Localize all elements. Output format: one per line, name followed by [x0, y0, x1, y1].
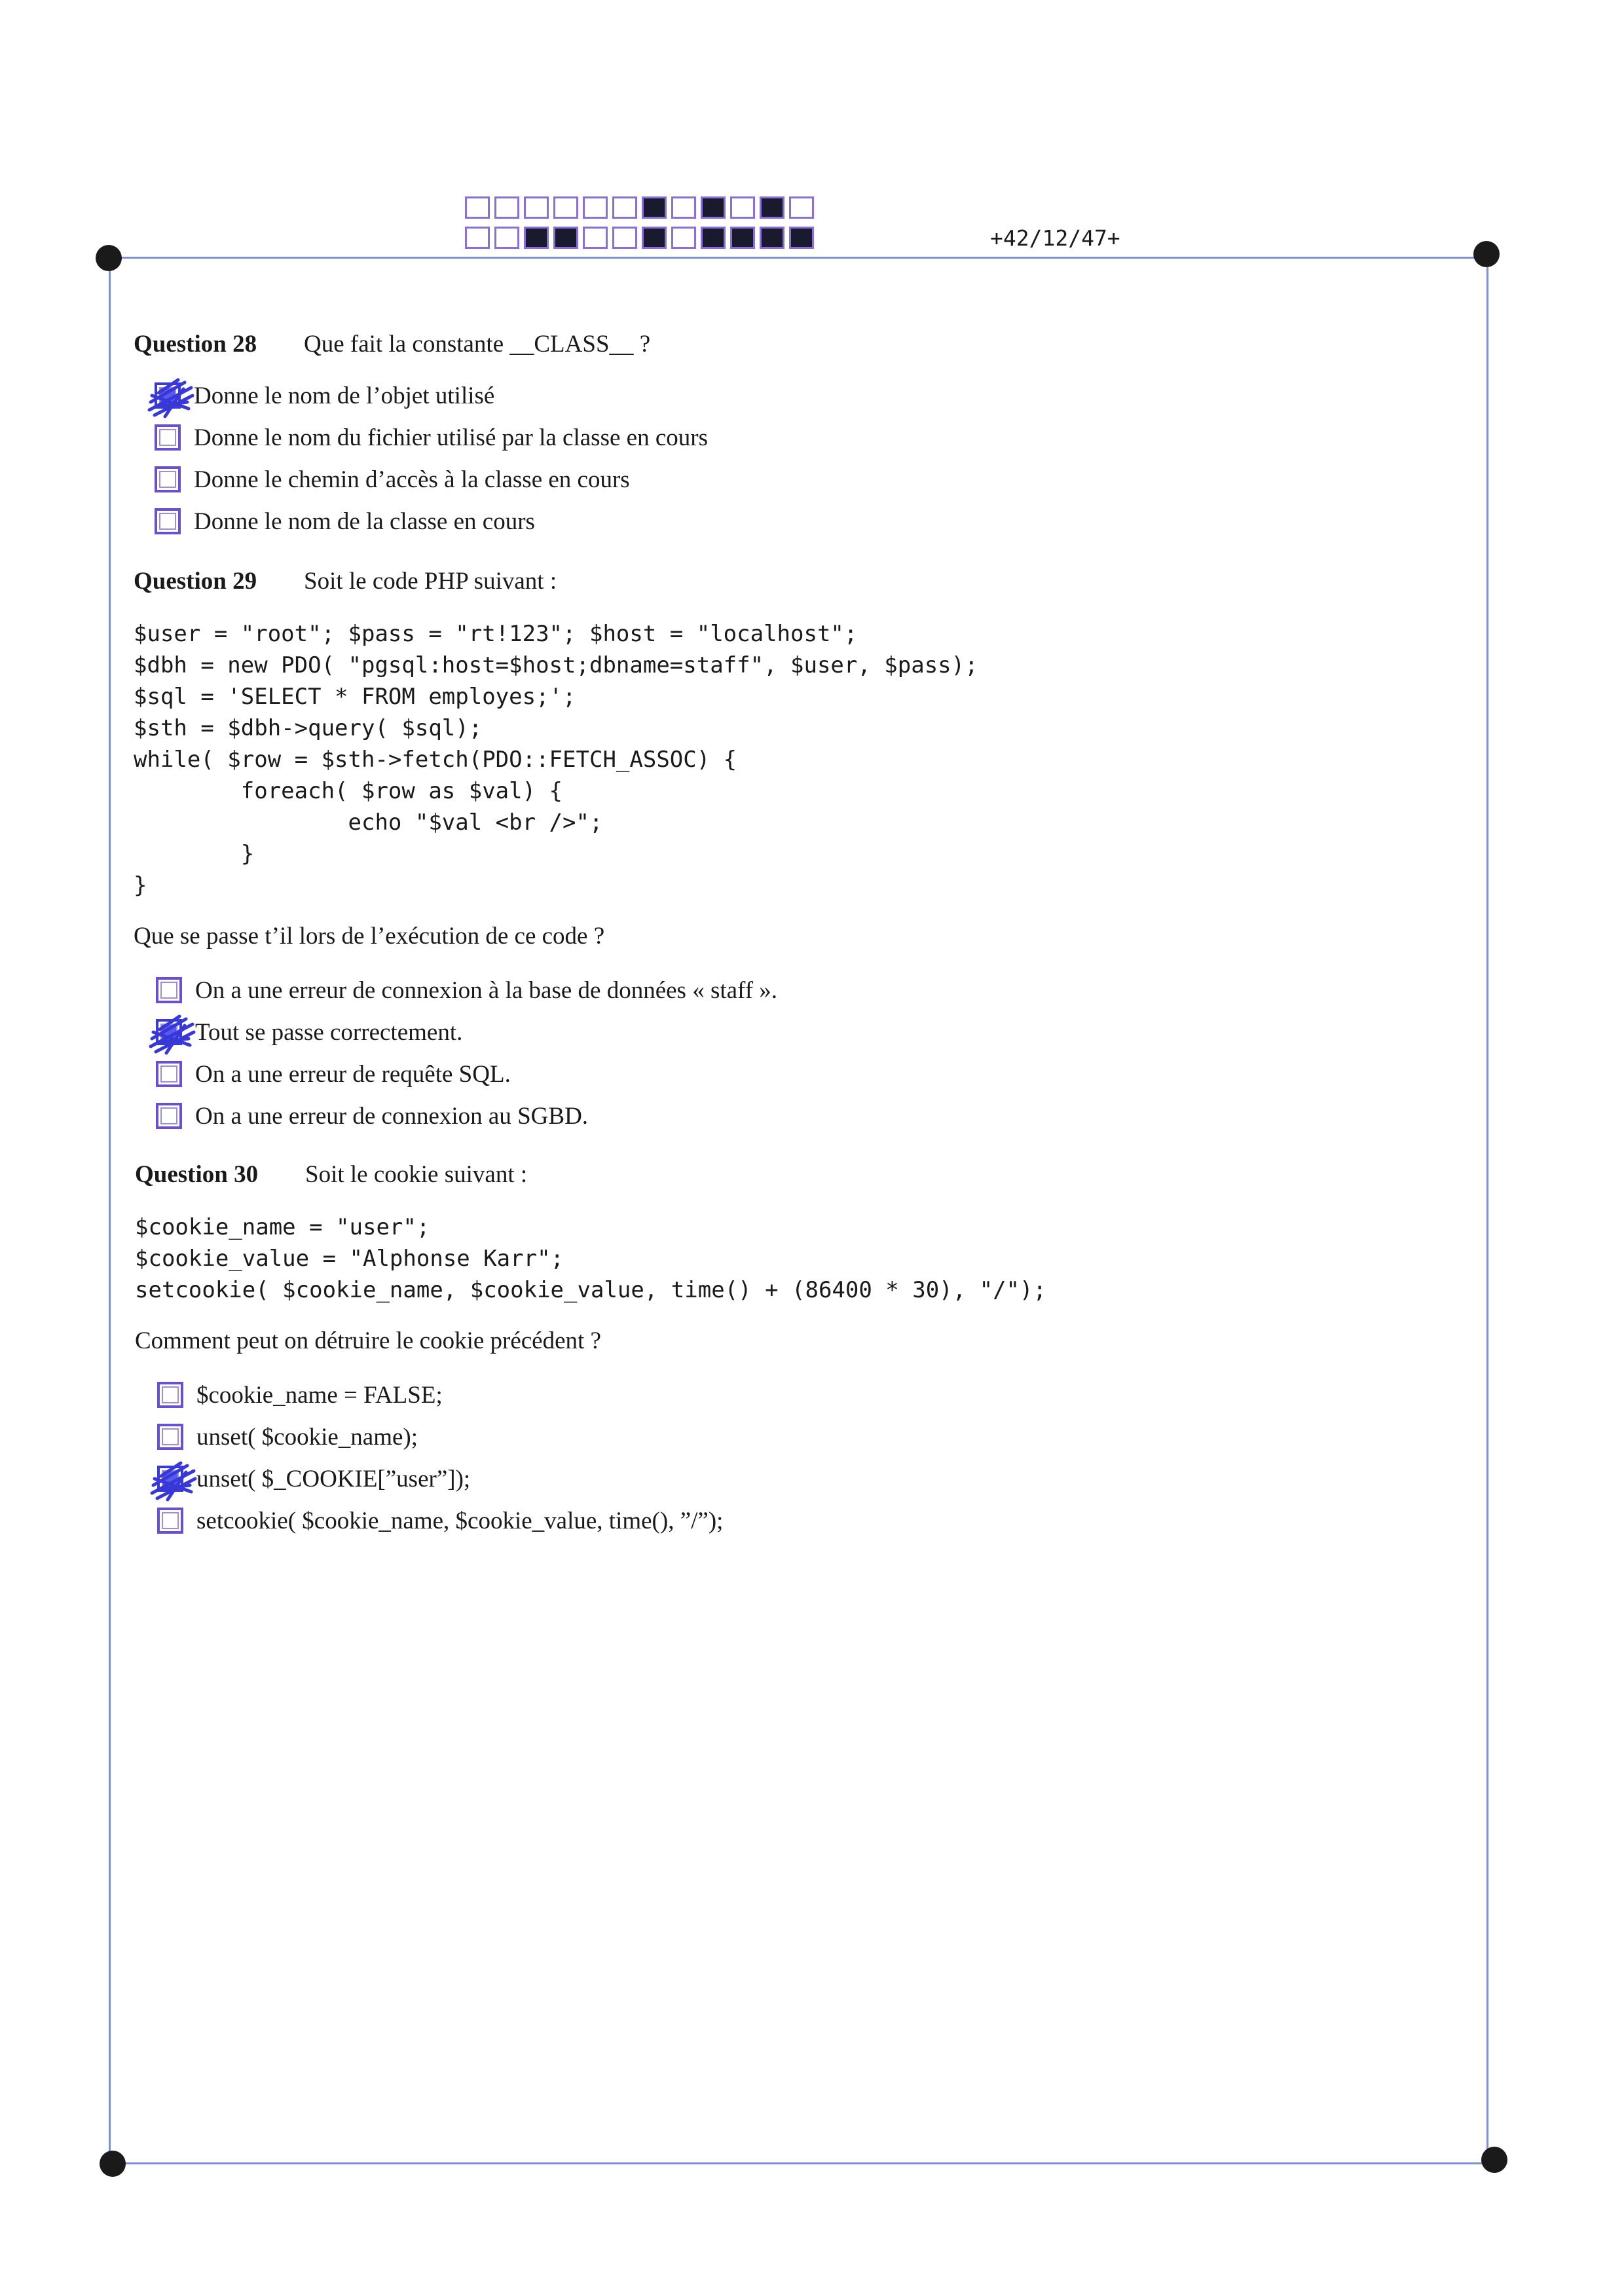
code-cell-filled — [524, 227, 549, 249]
code-cell-filled — [789, 227, 814, 249]
checkbox-checked[interactable] — [157, 1466, 183, 1492]
checkbox[interactable] — [156, 1103, 182, 1129]
code-cell-filled — [701, 227, 726, 249]
code-cell-empty — [494, 227, 519, 249]
code-cell-empty — [730, 196, 755, 219]
q28-answer-2[interactable]: Donne le nom du fichier utilisé par la classe en cours — [155, 420, 708, 454]
question-29-prompt: Que se passe t’il lors de l’exécution de ce code ? — [134, 923, 605, 950]
checkbox-checked[interactable] — [156, 1019, 182, 1045]
corner-marker-bottom-right — [1481, 2147, 1507, 2173]
code-cell-empty — [465, 227, 490, 249]
corner-marker-top-right — [1473, 241, 1500, 267]
q29-answer-2[interactable]: Tout se passe correctement. — [156, 1015, 462, 1049]
q29-answer-4[interactable]: On a une erreur de connexion au SGBD. — [156, 1099, 588, 1133]
q29-answer-1[interactable]: On a une erreur de connexion à la base de données « staff ». — [156, 973, 777, 1007]
code-cell-empty — [612, 196, 637, 219]
q30-answer-2[interactable]: unset( $cookie_name); — [157, 1420, 418, 1454]
code-cell-empty — [583, 196, 608, 219]
frame-right — [1486, 257, 1488, 2164]
q29-answer-3[interactable]: On a une erreur de requête SQL. — [156, 1057, 511, 1091]
q30-answer-3[interactable]: unset( $_COOKIE[”user”]); — [157, 1462, 470, 1496]
code-cell-empty — [671, 227, 696, 249]
question-30-text: Soit le cookie suivant : — [305, 1161, 528, 1188]
checkbox-checked[interactable] — [155, 382, 181, 409]
corner-marker-top-left — [96, 245, 122, 271]
question-30-label: Question 30 — [135, 1161, 259, 1188]
code-cell-empty — [524, 196, 549, 219]
code-cell-filled — [553, 227, 578, 249]
code-cell-filled — [701, 196, 726, 219]
checkbox[interactable] — [157, 1424, 183, 1450]
question-29-code: $user = "root"; $pass = "rt!123"; $host = "localhost"; $dbh = new PDO( "pgsql:host=$host;dbname=staff", $user, $pass); $sql = 'SELECT * FROM employes;'; $sth = $dbh->query( $sql); while( $row = $sth->fetch(PDO::FETCH_ASSOC) { foreach( $row as $val) { echo "$val <br />"; } } — [134, 621, 978, 898]
frame-bottom — [113, 2162, 1496, 2164]
q28-answer-3[interactable]: Donne le chemin d’accès à la classe en cours — [155, 462, 630, 496]
page-code-row-2 — [465, 227, 814, 249]
checkbox[interactable] — [156, 977, 182, 1003]
checkbox[interactable] — [155, 466, 181, 492]
checkbox[interactable] — [155, 508, 181, 534]
code-cell-filled — [642, 227, 667, 249]
frame-left — [109, 257, 111, 2164]
code-cell-filled — [730, 227, 755, 249]
code-cell-filled — [760, 196, 784, 219]
page-code-row-1 — [465, 196, 814, 219]
frame-top — [109, 257, 1488, 259]
code-cell-filled — [760, 227, 784, 249]
checkbox[interactable] — [155, 424, 181, 451]
checkbox[interactable] — [156, 1061, 182, 1087]
code-cell-empty — [465, 196, 490, 219]
q30-answer-1[interactable]: $cookie_name = FALSE; — [157, 1378, 443, 1412]
page-id: +42/12/47+ — [990, 225, 1120, 251]
code-cell-empty — [553, 196, 578, 219]
question-28-text: Que fait la constante __CLASS__ ? — [304, 331, 651, 358]
question-29-text: Soit le code PHP suivant : — [304, 568, 557, 595]
code-cell-empty — [671, 196, 696, 219]
code-cell-empty — [494, 196, 519, 219]
code-cell-empty — [789, 196, 814, 219]
pen-scribble-icon — [147, 1012, 196, 1056]
code-cell-filled — [642, 196, 667, 219]
question-28-label: Question 28 — [134, 331, 257, 358]
checkbox[interactable] — [157, 1382, 183, 1408]
pen-scribble-icon — [148, 1459, 198, 1502]
question-30-code: $cookie_name = "user"; $cookie_value = "Alphonse Karr"; setcookie( $cookie_name, $cookie_value, time() + (86400 * 30), "/"); — [135, 1214, 1046, 1303]
q28-answer-1[interactable]: Donne le nom de l’objet utilisé — [155, 379, 494, 413]
code-cell-empty — [583, 227, 608, 249]
question-29-label: Question 29 — [134, 568, 257, 595]
corner-marker-bottom-left — [100, 2151, 126, 2177]
question-30-prompt: Comment peut on détruire le cookie précédent ? — [135, 1327, 601, 1354]
q28-answer-4[interactable]: Donne le nom de la classe en cours — [155, 504, 535, 538]
checkbox[interactable] — [157, 1508, 183, 1534]
q30-answer-4[interactable]: setcookie( $cookie_name, $cookie_value, time(), ”/”); — [157, 1504, 723, 1538]
code-cell-empty — [612, 227, 637, 249]
pen-scribble-icon — [145, 376, 195, 419]
